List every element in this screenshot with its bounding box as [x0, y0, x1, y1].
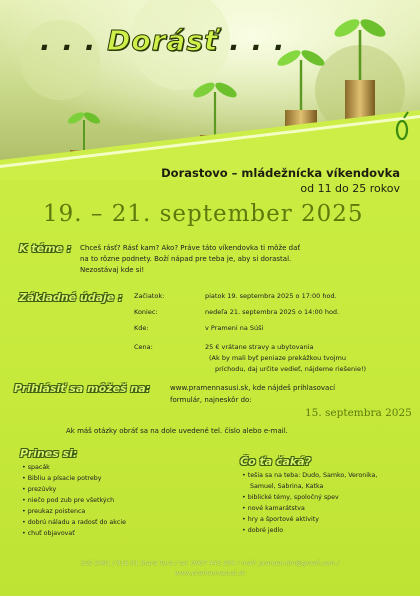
page-title	[40, 24, 286, 57]
intro-label: K téme :	[19, 242, 72, 255]
bring-label: Prines si:	[20, 447, 78, 460]
list-item: • biblické témy, spoločný spev	[242, 492, 377, 503]
subtitle-line2: od 11 do 25 rokov	[300, 182, 400, 195]
list-item: • nové kamarátstva	[242, 503, 377, 514]
basics-value-start: piatok 19. septembra 2025 o 17:00 hod.	[205, 292, 337, 300]
intro-text-1: Chceš rásť? Rásť kam? Ako? Práve táto víkendovka ti môže dať	[80, 244, 301, 252]
basics-key-end: Koniec:	[134, 308, 158, 316]
basics-key-price: Cena:	[134, 343, 153, 351]
basics-value-end: nedeľa 21. septembra 2025 o 14:00 hod.	[205, 308, 340, 316]
basics-key-where: Kde:	[134, 324, 149, 332]
signup-deadline: 15. septembra 2025	[305, 407, 412, 419]
list-item: • spacák	[22, 462, 126, 473]
footer-website[interactable]: www.pramennasusi.sk	[174, 570, 246, 577]
intro-text-2: na to rôzne podnety. Boží nápad pre teba je, aby si dorastal.	[80, 255, 292, 263]
list-item: • preukaz poistenca	[22, 506, 126, 517]
list-item	[242, 481, 377, 492]
list-item: • niečo pod zub pre všetkých	[22, 495, 126, 506]
basics-label: Základné údaje :	[19, 291, 123, 304]
list-item: • Bibliu a písacie potreby	[22, 473, 126, 484]
list-item: • dobrú náladu a radosť do akcie	[22, 517, 126, 528]
basics-value-price: 25 € vrátane stravy a ubytovania	[205, 343, 314, 351]
basics-note-1: (Ak by mali byť peniaze prekážkou tvojmu	[209, 354, 346, 362]
subtitle	[161, 166, 400, 195]
footer-contact: Súš 2481 / 916 01 Stará Turá / tel. 0907 445 294 / mail: pramen.tim@gmail.com /	[80, 560, 340, 567]
list-item-continuation: Samuel, Sabrina, Katka	[250, 483, 324, 490]
list-item: • dobré jedlo	[242, 525, 377, 536]
signup-text-1: www.pramennasusi.sk, kde nájdeš prihlasovací	[170, 384, 336, 392]
title-dots-left: . . .	[40, 24, 97, 57]
intro-text-3: Nezostávaj kde si!	[80, 266, 145, 274]
title-dots-right: . . .	[229, 24, 286, 57]
signup-text-2: formulár, najneskôr do:	[170, 396, 252, 404]
signup-label: Prihlásiť sa môžeš na:	[14, 382, 151, 395]
signup-contact: Ak máš otázky obráť sa na dole uvedené tel. číslo alebo e-mail.	[66, 427, 288, 435]
subtitle-line1: Dorastovo – mládežnícka víkendovka	[161, 166, 400, 180]
expect-label: Čo ťa čaká?	[240, 455, 312, 468]
basics-note-2: príchodu, daj určite vedieť, nájdeme riešenie!)	[215, 365, 367, 373]
title-word: Dorásť	[107, 24, 219, 57]
list-item: • tešia sa na teba: Dudo, Samko, Veronika,	[242, 470, 377, 481]
expect-list	[242, 470, 377, 536]
list-item: • prezúvky	[22, 484, 126, 495]
bring-list	[22, 462, 126, 539]
list-item: • hry a športové aktivity	[242, 514, 377, 525]
basics-key-start: Začiatok:	[134, 292, 165, 300]
event-date: 19. – 21. september 2025	[43, 201, 364, 227]
basics-value-where: v Prameni na Súši	[205, 324, 264, 332]
list-item: • chuť objavovať	[22, 528, 126, 539]
